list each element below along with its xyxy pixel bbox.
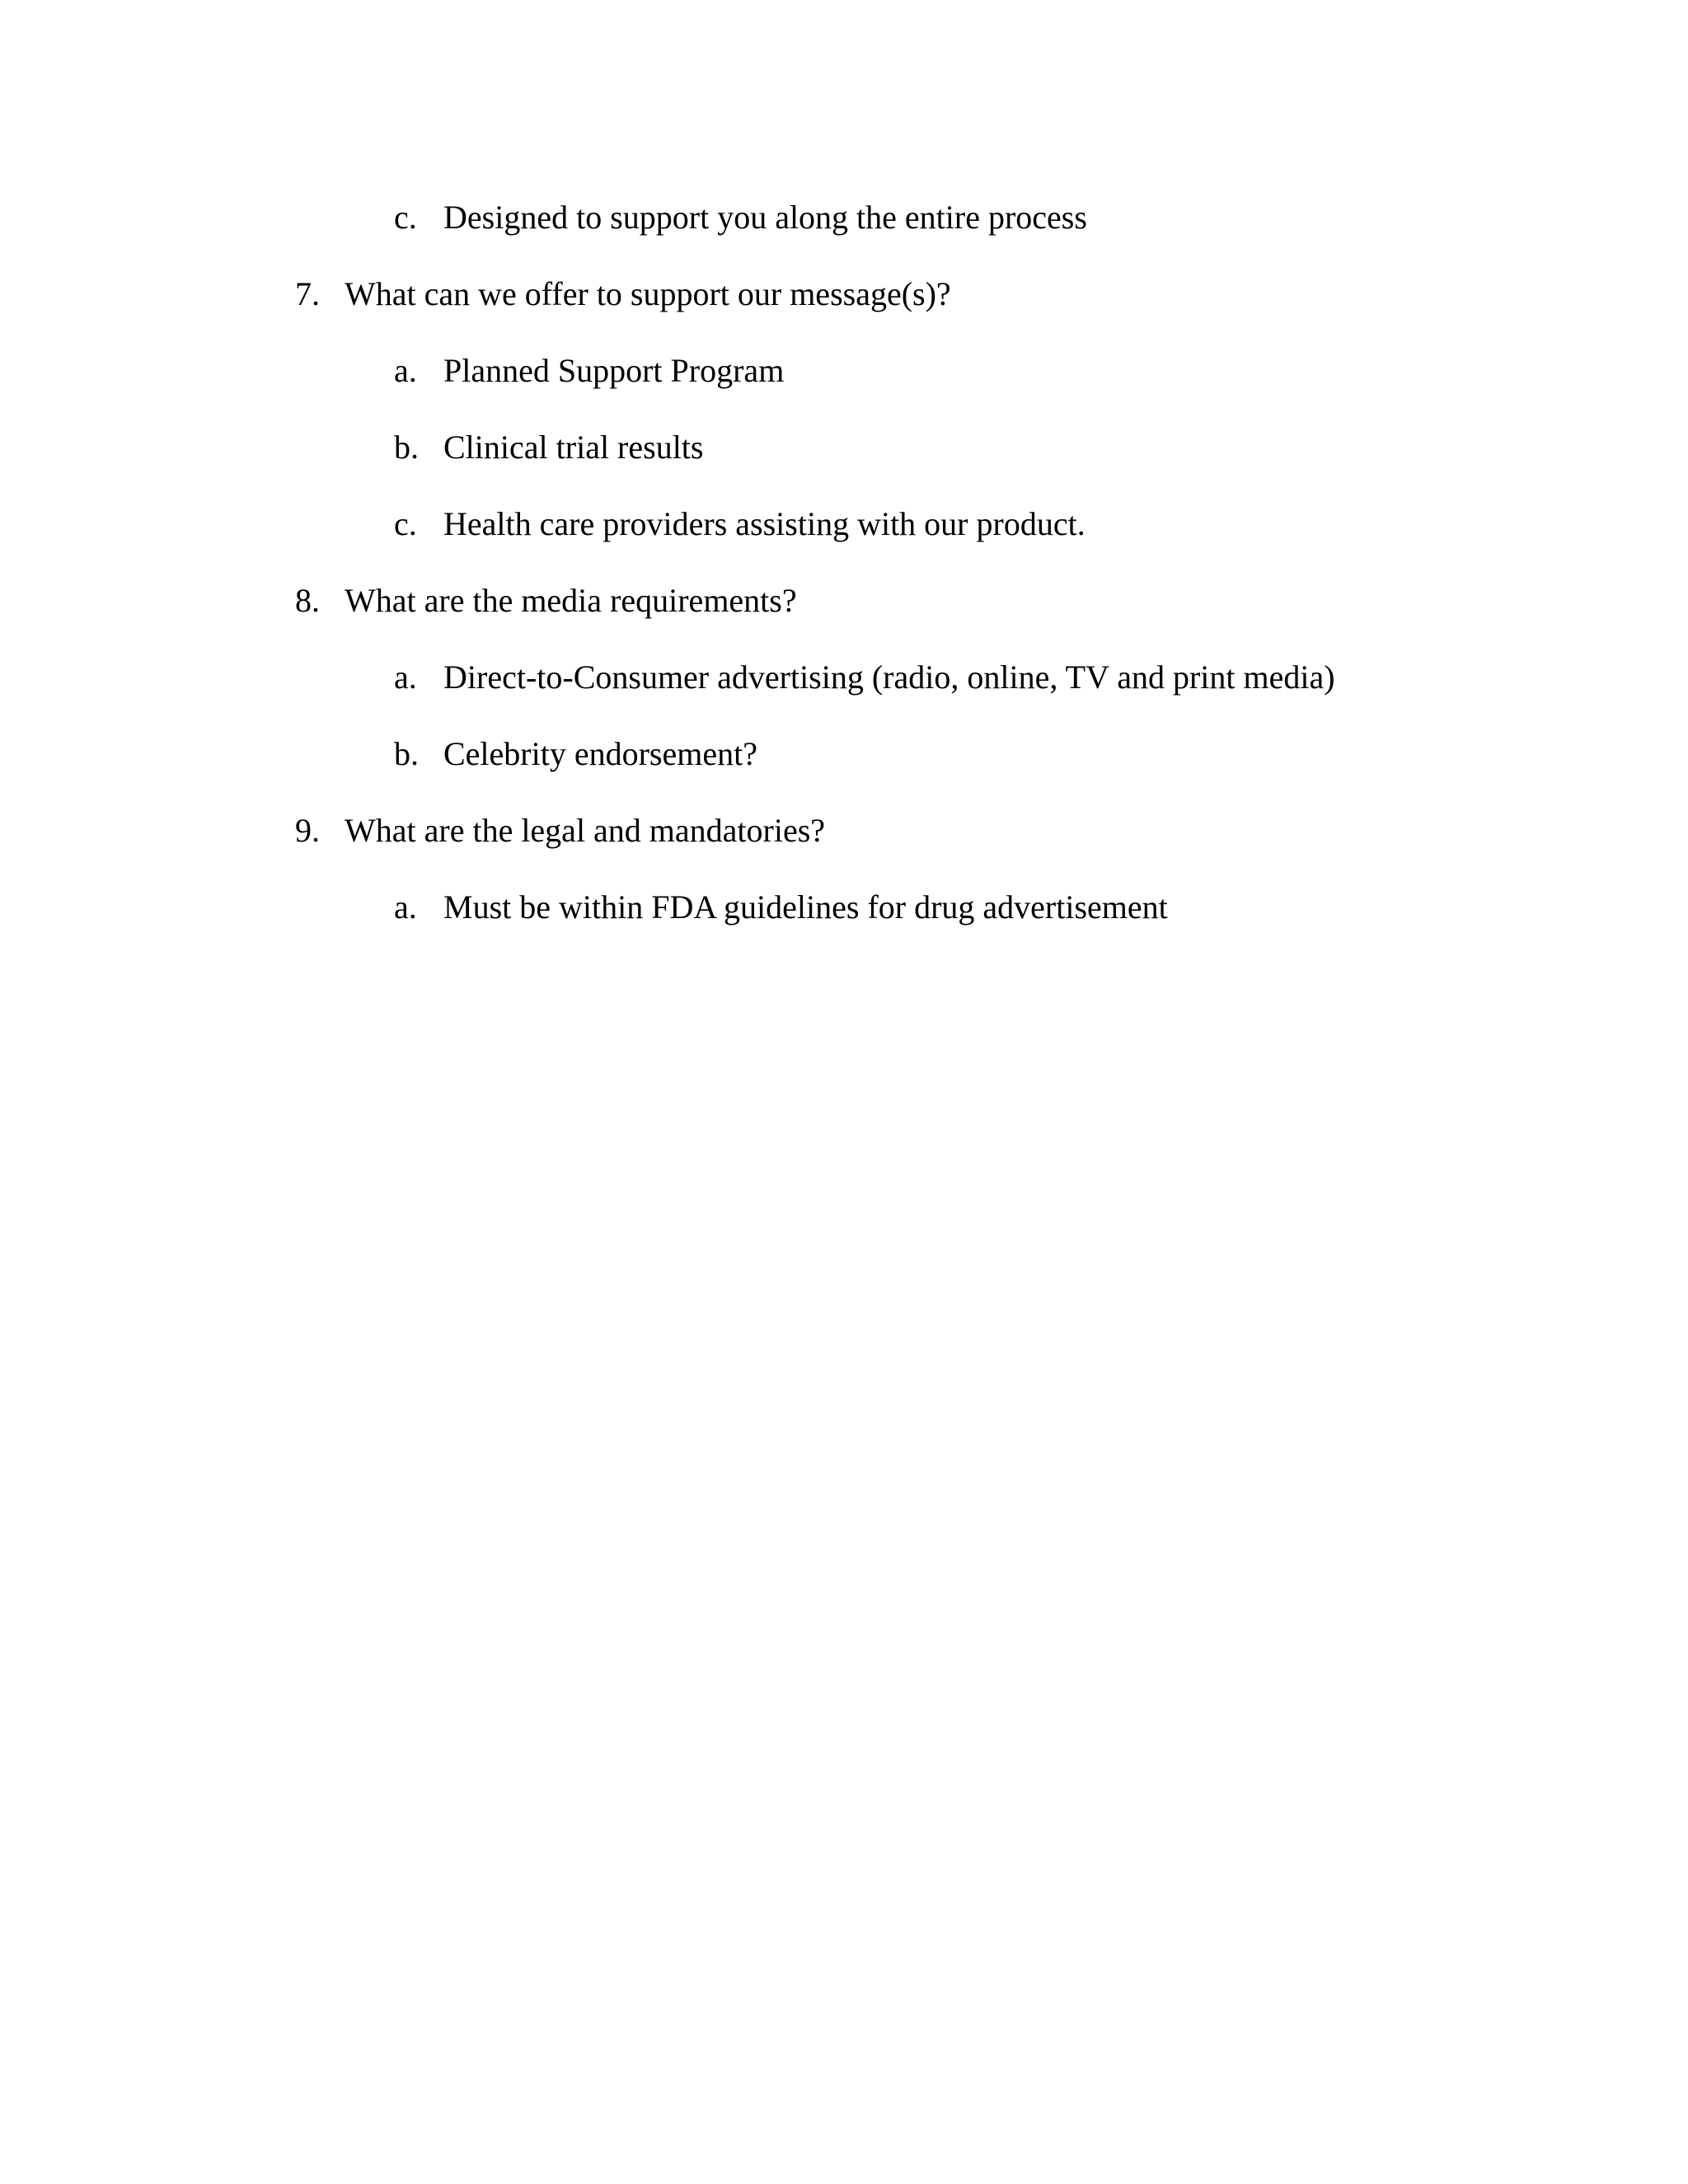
list-item-sub <box>0 499 1688 549</box>
list-item-text: What are the media requirements? <box>345 582 797 619</box>
list-item-sub <box>0 193 1688 242</box>
list-marker: b. <box>394 735 419 772</box>
list-item-sub <box>0 423 1688 472</box>
list-item-text: Clinical trial results <box>443 429 704 466</box>
list-item-text: Planned Support Program <box>443 352 785 389</box>
list-item-text: Designed to support you along the entire process <box>443 199 1087 236</box>
list-marker: 9. <box>295 812 320 849</box>
list-item-sub <box>0 653 1688 702</box>
list-item-text: Health care providers assisting with our product. <box>443 505 1085 542</box>
list-item-sub <box>0 883 1688 932</box>
list-marker: a. <box>394 658 417 696</box>
list-item-question <box>0 806 1688 855</box>
list-item-text: Celebrity endorsement? <box>443 735 757 772</box>
list-marker: a. <box>394 888 417 926</box>
list-item-sub <box>0 729 1688 779</box>
list-item-question <box>0 576 1688 626</box>
list-item-text: Must be within FDA guidelines for drug advertisement <box>443 888 1168 926</box>
list-marker: b. <box>394 429 419 466</box>
list-marker: a. <box>394 352 417 389</box>
list-item-text: Direct-to-Consumer advertising (radio, online, TV and print media) <box>443 658 1335 696</box>
list-marker: c. <box>394 505 417 542</box>
list-marker: c. <box>394 199 417 236</box>
list-item-text: What can we offer to support our message(s)? <box>345 275 951 312</box>
list-marker: 7. <box>295 275 320 312</box>
list-item-sub <box>0 346 1688 396</box>
list-marker: 8. <box>295 582 320 619</box>
list-item-text: What are the legal and mandatories? <box>345 812 826 849</box>
list-item-question <box>0 269 1688 319</box>
